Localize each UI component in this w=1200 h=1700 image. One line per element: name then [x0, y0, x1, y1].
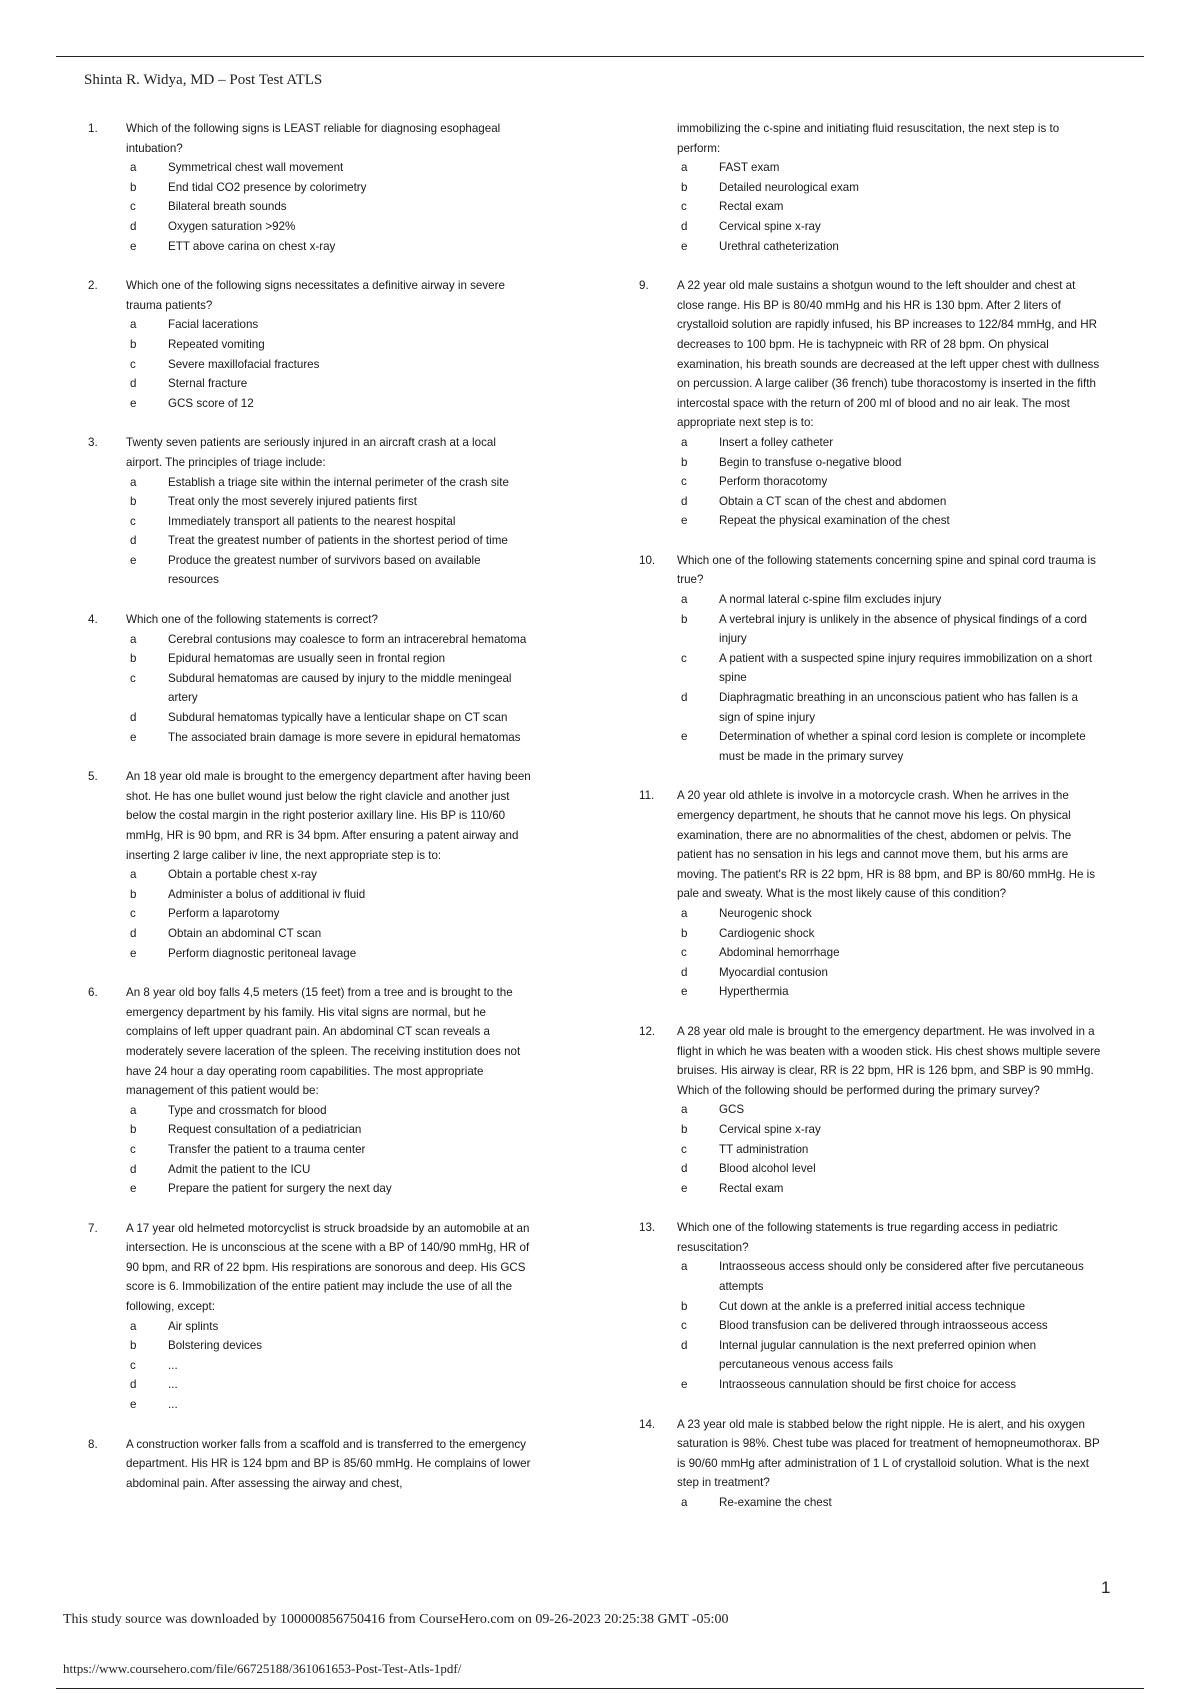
- question-item: [88, 983, 533, 1199]
- question-number: 1.: [88, 122, 98, 135]
- option-letter: a: [130, 161, 137, 175]
- question-text: A 28 year old male is brought to the emergency department. He was involved in a flight in which he was beaten with a wooden stick. His chest shows multiple severe bruises. His airway is clear, RR is 22 bpm, HR is 126 bpm, and SBP is 90 mmHg. Which of the following should be performed during the primary survey?: [677, 1024, 1101, 1097]
- option-letter: d: [130, 219, 137, 233]
- answer-options: [126, 158, 533, 256]
- option-letter: e: [681, 514, 688, 528]
- question-item: [639, 119, 1101, 256]
- answer-option: [126, 1140, 533, 1160]
- option-letter: c: [130, 200, 136, 214]
- option-text: Administer a bolus of additional iv fluid: [168, 887, 366, 901]
- option-text: A normal lateral c-spine film excludes injury: [719, 593, 942, 607]
- answer-option: [677, 453, 1101, 473]
- option-letter: d: [130, 534, 137, 548]
- option-text: Detailed neurological exam: [719, 180, 859, 194]
- option-text: Repeated vomiting: [168, 337, 265, 351]
- answer-option: [126, 1375, 533, 1395]
- option-text: Treat only the most severely injured patients first: [168, 495, 417, 509]
- answer-options: [677, 158, 1101, 256]
- option-text: Neurogenic shock: [719, 906, 812, 920]
- option-letter: e: [130, 946, 137, 960]
- option-text: Blood alcohol level: [719, 1162, 816, 1176]
- answer-option: [126, 649, 533, 669]
- question-number: 9.: [639, 279, 649, 293]
- option-text: Cervical spine x-ray: [719, 219, 821, 233]
- question-number: 11.: [639, 789, 655, 803]
- option-text: Cerebral contusions may coalesce to form an intracerebral hematoma: [168, 632, 527, 646]
- option-letter: d: [681, 219, 688, 233]
- answer-option: [126, 1179, 533, 1199]
- answer-option: [126, 335, 533, 355]
- answer-option: [126, 197, 533, 217]
- option-letter: d: [130, 1162, 137, 1176]
- option-letter: a: [681, 1103, 688, 1117]
- answer-option: [677, 649, 1101, 688]
- option-text: Perform thoracotomy: [719, 475, 828, 489]
- option-text: Oxygen saturation >92%: [168, 219, 296, 233]
- option-letter: a: [130, 868, 137, 882]
- option-text: Bilateral breath sounds: [168, 200, 287, 214]
- option-text: Bolstering devices: [168, 1339, 263, 1353]
- answer-option: [126, 944, 533, 964]
- option-text: A patient with a suspected spine injury requires immobilization on a short spine: [719, 651, 1093, 685]
- answer-option: [677, 237, 1101, 257]
- answer-option: [126, 728, 533, 748]
- option-letter: d: [681, 1162, 688, 1176]
- answer-option: [126, 237, 533, 257]
- answer-option: [126, 1101, 533, 1121]
- question-text: A 17 year old helmeted motorcyclist is struck broadside by an automobile at an intersection. He is unconscious at the scene with a BP of 140/90 mmHg, HR of 90 bpm, and RR of 22 bpm. His respirations are sonorous and deep. His GCS score is 6. Immobilization of the entire patient may include the use of all the following, except:: [126, 1221, 530, 1314]
- option-letter: b: [130, 337, 137, 351]
- option-text: Cervical spine x-ray: [719, 1122, 821, 1136]
- option-letter: c: [681, 1319, 687, 1333]
- answer-option: [677, 963, 1101, 983]
- answer-option: [677, 158, 1101, 178]
- option-text: Obtain an abdominal CT scan: [168, 926, 322, 940]
- option-text: Begin to transfuse o-negative blood: [719, 455, 902, 469]
- answer-option: [126, 669, 533, 708]
- top-rule: [56, 56, 1144, 57]
- question-text: An 8 year old boy falls 4,5 meters (15 feet) from a tree and is brought to the emergency department by his family. His vital signs are normal, but he complains of left upper quadrant pain. An abdominal CT scan reveals a moderately severe laceration of the spleen. The receiving institution does not have 24 hour a day operating room capabilities. The most appropriate management of this patient would be:: [126, 986, 521, 1098]
- question-item: [639, 786, 1101, 1002]
- option-text: GCS: [719, 1103, 745, 1117]
- answer-option: [677, 688, 1101, 727]
- option-letter: c: [681, 475, 687, 489]
- answer-option: [677, 1336, 1101, 1375]
- answer-options: [126, 1101, 533, 1199]
- question-text: A 22 year old male sustains a shotgun wound to the left shoulder and chest at close range. His BP is 80/40 mmHg and his HR is 130 bpm. After 2 liters of crystalloid solution are rapidly infused, his BP increases to 122/84 mmHg, and HR decreases to 100 bpm. He is tachypneic with RR of 28 bpm. On physical examination, his breath sounds are decreased at the left upper chest with dullness on percussion. A large caliber (36 french) tube thoracostomy is inserted in the fifth intercostal space with the return of 200 ml of blood and no air leak. The most appropriate next step is to:: [677, 279, 1100, 430]
- question-item: [88, 1435, 533, 1494]
- option-text: Diaphragmatic breathing in an unconscious patient who has fallen is a sign of spine injury: [719, 691, 1078, 724]
- question-number: 13.: [639, 1221, 656, 1235]
- option-text: Facial lacerations: [168, 318, 259, 332]
- option-letter: e: [130, 1398, 137, 1412]
- option-text: Sternal fracture: [168, 377, 248, 391]
- answer-options: [677, 904, 1101, 1002]
- answer-option: [677, 904, 1101, 924]
- option-text: Re-examine the chest: [719, 1496, 832, 1509]
- option-letter: a: [681, 435, 688, 449]
- answer-option: [126, 1160, 533, 1180]
- answer-option: [126, 1336, 533, 1356]
- answer-option: [677, 1316, 1101, 1336]
- question-item: [639, 276, 1101, 531]
- question-number: 12.: [639, 1024, 656, 1038]
- option-letter: e: [130, 239, 137, 253]
- question-text: A 23 year old male is stabbed below the right nipple. He is alert, and his oxygen saturation is 98%. Chest tube was placed for treatment of hemopneumothorax. BP is 90/60 mmHg after administration of 1 L of crystalloid solution. What is the next step in treatment?: [677, 1417, 1100, 1490]
- option-text: ...: [168, 1398, 178, 1412]
- option-letter: e: [681, 985, 688, 999]
- option-letter: d: [681, 494, 688, 508]
- option-letter: a: [130, 1319, 137, 1333]
- question-text: Which of the following signs is LEAST reliable for diagnosing esophageal intubation?: [126, 122, 501, 155]
- option-text: Myocardial contusion: [719, 965, 828, 979]
- question-item: [639, 1022, 1101, 1198]
- option-text: Transfer the patient to a trauma center: [168, 1142, 366, 1156]
- answer-option: [126, 924, 533, 944]
- option-letter: a: [681, 593, 688, 607]
- option-letter: a: [130, 632, 137, 646]
- option-letter: a: [130, 318, 137, 332]
- question-item: [88, 119, 533, 256]
- answer-option: [677, 1159, 1101, 1179]
- question-text: Which one of the following statements is true regarding access in pediatric resuscitation?: [677, 1221, 1058, 1254]
- option-letter: b: [681, 180, 688, 194]
- question-item: [88, 276, 533, 413]
- answer-options: [677, 1493, 1101, 1513]
- answer-option: [126, 178, 533, 198]
- option-letter: d: [130, 926, 137, 940]
- answer-option: [677, 1100, 1101, 1120]
- answer-option: [677, 492, 1101, 512]
- option-text: Intraosseous cannulation should be first choice for access: [719, 1378, 1017, 1392]
- option-letter: c: [130, 357, 136, 371]
- answer-option: [126, 394, 533, 414]
- question-text: A 20 year old athlete is involve in a motorcycle crash. When he arrives in the emergency department, he shouts that he cannot move his legs. On physical examination, there are no abnormalities of the chest, abdomen or pelvis. The patient has no sensation in his legs and cannot move them, but his arms are moving. The patient's RR is 22 bpm, HR is 88 bpm, and BP is 80/60 mmHg. He is pale and sweaty. What is the most likely cause of this condition?: [677, 789, 1096, 901]
- left-column: [88, 119, 533, 1513]
- answer-option: [126, 865, 533, 885]
- option-letter: d: [130, 377, 137, 391]
- option-text: Symmetrical chest wall movement: [168, 161, 344, 175]
- answer-option: [677, 1179, 1101, 1199]
- option-text: ETT above carina on chest x-ray: [168, 239, 336, 253]
- question-item: [639, 1415, 1101, 1513]
- option-letter: d: [681, 691, 688, 705]
- option-letter: b: [130, 1339, 137, 1353]
- option-letter: e: [130, 730, 137, 744]
- option-text: Blood transfusion can be delivered through intraosseous access: [719, 1319, 1048, 1333]
- option-letter: c: [681, 1142, 687, 1156]
- answer-option: [677, 590, 1101, 610]
- answer-option: [126, 315, 533, 335]
- question-item: [639, 551, 1101, 767]
- option-text: Rectal exam: [719, 200, 784, 214]
- answer-option: [126, 473, 533, 493]
- option-letter: e: [130, 396, 137, 410]
- question-text: Which one of the following statements concerning spine and spinal cord trauma is true?: [677, 553, 1096, 587]
- answer-option: [677, 197, 1101, 217]
- question-item: [88, 1219, 533, 1415]
- option-text: Epidural hematomas are usually seen in frontal region: [168, 652, 446, 666]
- answer-option: [126, 551, 533, 590]
- option-text: Cardiogenic shock: [719, 926, 815, 940]
- option-letter: c: [130, 671, 136, 685]
- document-header: Shinta R. Widya, MD – Post Test ATLS: [84, 72, 323, 88]
- answer-option: [677, 433, 1101, 453]
- question-number: 7.: [88, 1221, 98, 1235]
- answer-option: [126, 1317, 533, 1337]
- option-letter: e: [681, 1378, 688, 1392]
- option-text: Prepare the patient for surgery the next day: [168, 1182, 392, 1196]
- question-number: 10.: [639, 553, 656, 567]
- answer-options: [677, 433, 1101, 531]
- answer-option: [126, 630, 533, 650]
- source-url[interactable]: https://www.coursehero.com/file/66725188/361061653-Post-Test-Atls-1pdf/: [63, 1661, 462, 1676]
- option-letter: e: [130, 1182, 137, 1196]
- option-text: Treat the greatest number of patients in the shortest period of time: [168, 534, 508, 548]
- answer-option: [126, 1120, 533, 1140]
- answer-option: [126, 1356, 533, 1376]
- option-text: Obtain a portable chest x-ray: [168, 868, 317, 882]
- option-text: Repeat the physical examination of the chest: [719, 514, 950, 528]
- option-text: TT administration: [719, 1142, 809, 1156]
- question-item: [639, 1218, 1101, 1394]
- option-text: Produce the greatest number of survivors based on available resources: [168, 553, 481, 587]
- page-number: 1: [1101, 1578, 1111, 1597]
- option-letter: b: [681, 455, 688, 469]
- option-letter: c: [681, 200, 687, 214]
- question-text: Twenty seven patients are seriously injured in an aircraft crash at a local airport. The principles of triage include:: [126, 436, 496, 469]
- option-letter: a: [681, 161, 688, 175]
- answer-option: [677, 610, 1101, 649]
- option-text: GCS score of 12: [168, 396, 254, 410]
- option-letter: c: [130, 514, 136, 528]
- question-number: 5.: [88, 770, 98, 784]
- answer-option: [677, 178, 1101, 198]
- option-text: ...: [168, 1358, 178, 1372]
- answer-option: [126, 1395, 533, 1415]
- option-text: Severe maxillofacial fractures: [168, 357, 320, 371]
- question-number: 8.: [88, 1437, 98, 1451]
- answer-option: [126, 355, 533, 375]
- answer-option: [126, 531, 533, 551]
- question-text: An 18 year old male is brought to the emergency department after having been shot. He has one bullet wound just below the right clavicle and another just below the costal margin in the right posterior axillary line. His BP is 110/60 mmHg, HR is 90 bpm, and RR is 34 bpm. After ensuring a patent airway and inserting 2 large caliber iv line, the next appropriate step is to:: [126, 770, 531, 862]
- question-text: A construction worker falls from a scaffold and is transferred to the emergency department. His HR is 124 bpm and BP is 85/60 mmHg. He complains of lower abdominal pain. After assessing the airway and chest,: [126, 1437, 531, 1490]
- answer-option: [677, 1257, 1101, 1296]
- answer-option: [126, 512, 533, 532]
- option-letter: b: [130, 495, 137, 509]
- answer-option: [677, 982, 1101, 1002]
- option-letter: b: [681, 926, 688, 940]
- answer-options: [126, 865, 533, 963]
- answer-option: [677, 217, 1101, 237]
- option-text: Subdural hematomas typically have a lenticular shape on CT scan: [168, 711, 508, 725]
- option-text: The associated brain damage is more severe in epidural hematomas: [168, 730, 521, 744]
- option-letter: b: [681, 1122, 688, 1136]
- option-letter: b: [130, 652, 137, 666]
- option-text: Perform diagnostic peritoneal lavage: [168, 946, 357, 960]
- option-text: Hyperthermia: [719, 985, 789, 999]
- question-number: 4.: [88, 613, 98, 627]
- right-column: [639, 119, 1101, 1533]
- option-letter: d: [130, 1378, 137, 1392]
- option-letter: b: [130, 180, 137, 194]
- option-text: Insert a folley catheter: [719, 435, 834, 449]
- option-text: Type and crossmatch for blood: [168, 1103, 327, 1117]
- option-text: Determination of whether a spinal cord lesion is complete or incomplete must be made in the primary survey: [719, 730, 1086, 763]
- answer-option: [677, 511, 1101, 531]
- option-text: Rectal exam: [719, 1181, 784, 1195]
- answer-option: [677, 472, 1101, 492]
- answer-option: [126, 708, 533, 728]
- option-text: Subdural hematomas are caused by injury to the middle meningeal artery: [168, 671, 512, 705]
- answer-option: [677, 924, 1101, 944]
- option-text: Air splints: [168, 1319, 219, 1333]
- option-letter: e: [681, 1181, 688, 1195]
- answer-options: [677, 1257, 1101, 1394]
- answer-option: [677, 1375, 1101, 1395]
- option-letter: c: [130, 1142, 136, 1156]
- answer-option: [677, 1297, 1101, 1317]
- answer-option: [677, 1493, 1101, 1513]
- option-letter: d: [130, 711, 137, 725]
- option-text: Intraosseous access should only be considered after five percutaneous attempts: [719, 1260, 1084, 1294]
- answer-option: [126, 158, 533, 178]
- option-letter: a: [681, 1260, 688, 1274]
- option-letter: b: [681, 612, 688, 626]
- question-number: 2.: [88, 279, 98, 293]
- option-text: Obtain a CT scan of the chest and abdomen: [719, 494, 947, 508]
- answer-options: [126, 1317, 533, 1415]
- option-text: Immediately transport all patients to the nearest hospital: [168, 514, 456, 528]
- question-item: [88, 767, 533, 963]
- option-letter: a: [681, 1496, 688, 1509]
- option-letter: a: [681, 906, 688, 920]
- question-text: Which one of the following statements is correct?: [126, 613, 378, 627]
- option-letter: e: [130, 553, 137, 567]
- option-text: Perform a laparotomy: [168, 907, 280, 921]
- answer-options: [126, 630, 533, 748]
- option-text: Admit the patient to the ICU: [168, 1162, 311, 1176]
- answer-option: [126, 904, 533, 924]
- answer-options: [126, 315, 533, 413]
- option-letter: c: [130, 907, 136, 921]
- option-letter: a: [130, 475, 137, 489]
- option-text: End tidal CO2 presence by colorimetry: [168, 180, 367, 194]
- option-letter: d: [681, 1338, 688, 1352]
- option-letter: c: [681, 651, 687, 665]
- option-letter: c: [681, 946, 687, 960]
- option-letter: e: [681, 730, 688, 744]
- question-text: immobilizing the c-spine and initiating fluid resuscitation, the next step is to perform:: [677, 122, 1060, 155]
- question-item: [88, 610, 533, 747]
- option-text: Request consultation of a pediatrician: [168, 1123, 362, 1137]
- answer-options: [677, 590, 1101, 766]
- option-letter: a: [130, 1103, 137, 1117]
- option-text: Internal jugular cannulation is the next preferred opinion when percutaneous venous access fails: [719, 1338, 1037, 1372]
- option-text: Urethral catheterization: [719, 239, 839, 253]
- question-item: [88, 433, 533, 590]
- answer-option: [126, 885, 533, 905]
- option-text: Abdominal hemorrhage: [719, 946, 840, 960]
- option-text: A vertebral injury is unlikely in the absence of physical findings of a cord injury: [719, 612, 1087, 646]
- answer-options: [126, 473, 533, 591]
- answer-option: [677, 727, 1101, 766]
- option-letter: c: [130, 1358, 136, 1372]
- question-number: 6.: [88, 986, 98, 1000]
- option-letter: b: [130, 887, 137, 901]
- question-text: Which one of the following signs necessitates a definitive airway in severe trauma patients?: [126, 279, 505, 312]
- answer-option: [677, 1140, 1101, 1160]
- option-text: Establish a triage site within the internal perimeter of the crash site: [168, 475, 509, 489]
- answer-option: [677, 1120, 1101, 1140]
- bottom-rule: [56, 1688, 1144, 1689]
- option-letter: b: [681, 1299, 688, 1313]
- answer-option: [126, 374, 533, 394]
- answer-option: [126, 492, 533, 512]
- option-letter: d: [681, 965, 688, 979]
- answer-option: [677, 943, 1101, 963]
- question-number: 3.: [88, 436, 98, 450]
- question-number: 14.: [639, 1417, 656, 1431]
- source-attribution: This study source was downloaded by 100000856750416 from CourseHero.com on 09-26-2023 20:25:38 GMT -05:00: [63, 1612, 729, 1627]
- option-text: ...: [168, 1378, 178, 1392]
- option-letter: e: [681, 239, 688, 253]
- option-letter: b: [130, 1123, 137, 1137]
- answer-options: [677, 1100, 1101, 1198]
- option-text: Cut down at the ankle is a preferred initial access technique: [719, 1299, 1026, 1313]
- answer-option: [126, 217, 533, 237]
- option-text: FAST exam: [719, 161, 780, 175]
